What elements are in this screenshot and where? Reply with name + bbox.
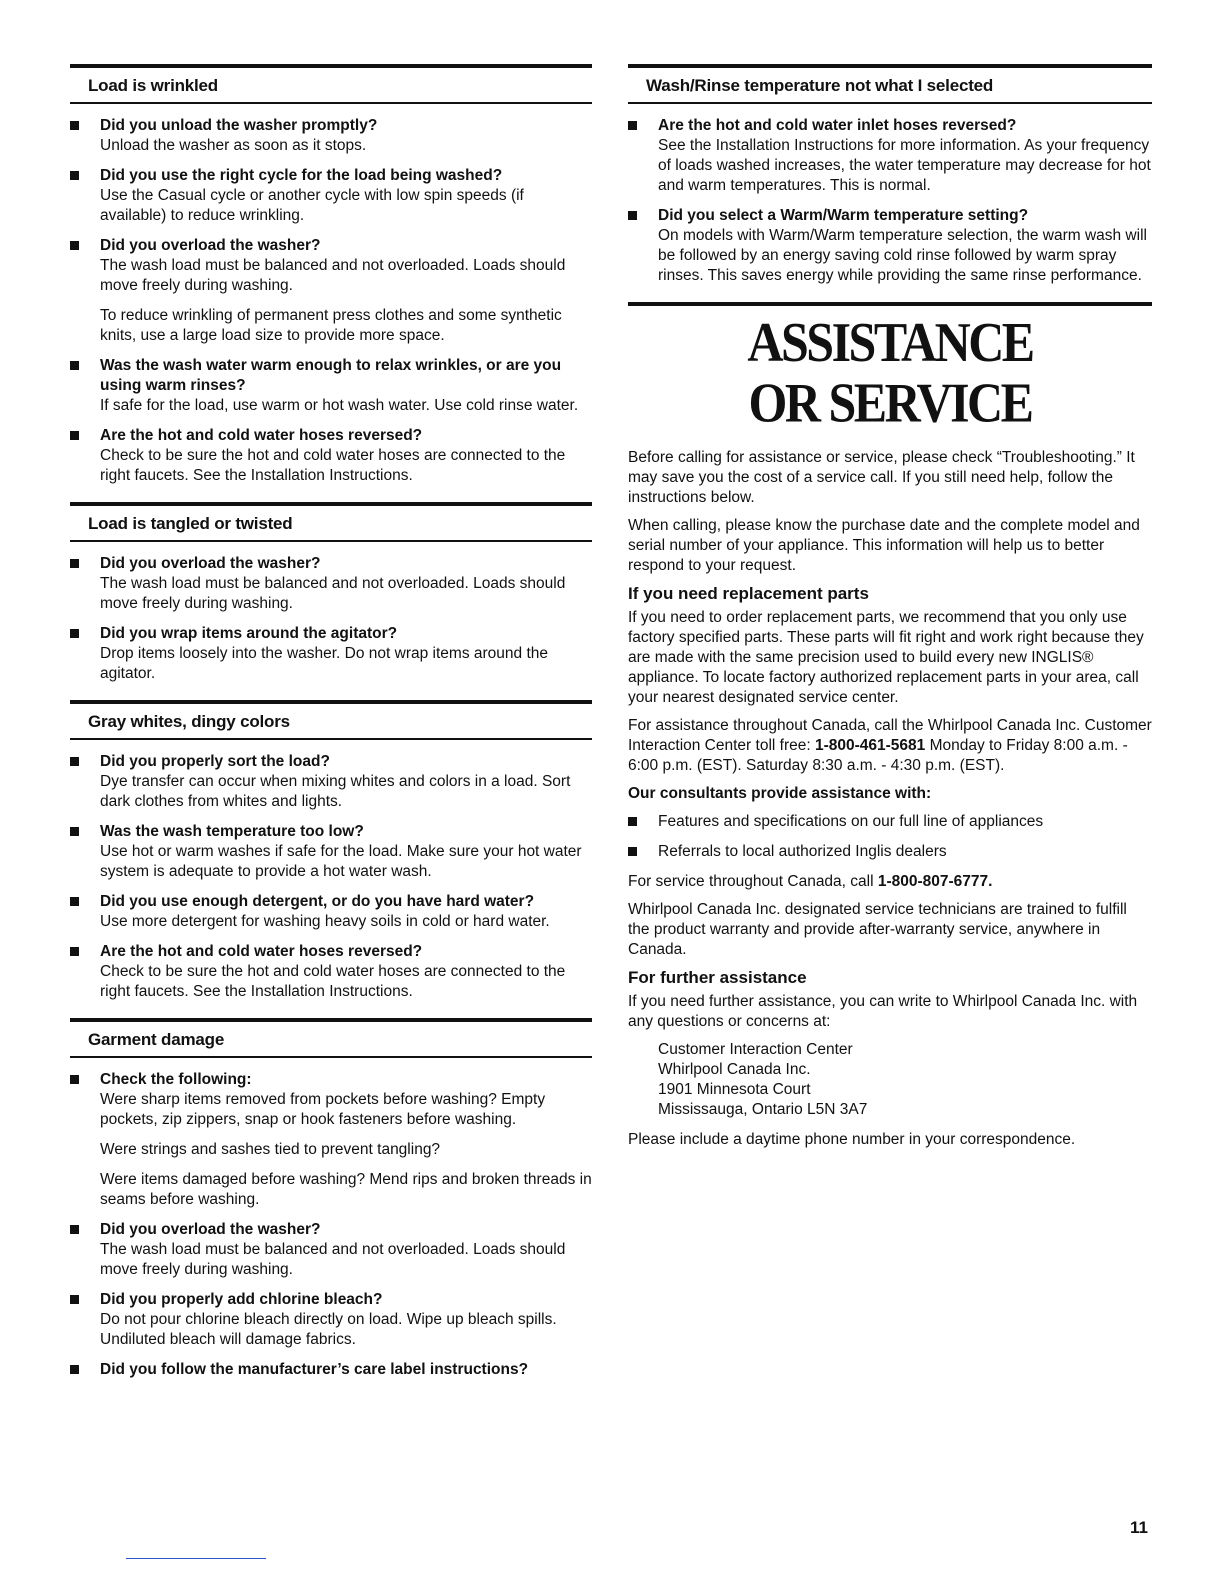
phone-number: 1-800-807-6777. [877, 873, 993, 890]
list-item [628, 206, 1152, 286]
page-title [628, 312, 1152, 433]
title-line: OR SERVICE [748, 370, 1032, 434]
square-bullet-icon [628, 817, 637, 826]
answer-extra: Were strings and sashes tied to prevent tangling? [100, 1141, 441, 1158]
square-bullet-icon [70, 1225, 79, 1234]
section-heading: Garment damage [70, 1018, 592, 1058]
square-bullet-icon [70, 1295, 79, 1304]
answer: The wash load must be balanced and not overloaded. Loads should move freely during washing. [100, 1241, 566, 1278]
text: For assistance throughout Canada, call the Whirlpool Canada Inc. Customer Interaction Center toll free: [628, 717, 1152, 754]
intro-paragraph: When calling, please know the purchase date and the complete model and serial number of your appliance. This information will help us to better respond to your request. [628, 517, 1140, 574]
list-item [628, 812, 1152, 832]
answer: Check to be sure the hot and cold water hoses are connected to the right faucets. See the Installation Instructions. [100, 963, 566, 1000]
address-line: Mississauga, Ontario L5N 3A7 [658, 1101, 868, 1118]
section-heading: Load is tangled or twisted [70, 502, 592, 542]
question: Was the wash temperature too low? [100, 823, 364, 840]
text: Referrals to local authorized Inglis dealers [658, 843, 947, 860]
answer: On models with Warm/Warm temperature selection, the warm wash will be followed by an energy saving cold rinse followed by warm spray rinses. This saves energy while providing the same rinse performance. [658, 227, 1147, 284]
intro-paragraph: Before calling for assistance or service, please check “Troubleshooting.” It may save you the cost of a service call. If you still need help, follow the instructions below. [628, 449, 1135, 506]
address-line: Whirlpool Canada Inc. [658, 1061, 811, 1078]
answer: The wash load must be balanced and not overloaded. Loads should move freely during washing. [100, 575, 566, 612]
question: Did you use enough detergent, or do you have hard water? [100, 893, 535, 910]
right-column [628, 64, 1152, 1158]
square-bullet-icon [628, 121, 637, 130]
text: Monday to Friday 8:00 a.m. - 6:00 p.m. (EST). Saturday 8:30 a.m. - 4:30 p.m. (EST). [628, 737, 1128, 774]
divider [628, 302, 1152, 306]
square-bullet-icon [70, 121, 79, 130]
answer: Drop items loosely into the washer. Do not wrap items around the agitator. [100, 645, 549, 682]
question: Did you use the right cycle for the load being washed? [100, 167, 503, 184]
question: Are the hot and cold water inlet hoses reversed? [658, 117, 1017, 134]
paragraph: Whirlpool Canada Inc. designated service technicians are trained to fulfill the product warranty and provide after-warranty service, anywhere in Canada. [628, 901, 1127, 958]
square-bullet-icon [70, 947, 79, 956]
section-heading: Wash/Rinse temperature not what I selected [628, 64, 1152, 104]
answer: Use hot or warm washes if safe for the load. Make sure your hot water system is adequate to provide a hot water wash. [100, 843, 582, 880]
mailing-address [628, 1040, 1152, 1120]
list-item [628, 116, 1152, 196]
bold-line: Our consultants provide assistance with: [628, 785, 932, 802]
square-bullet-icon [70, 827, 79, 836]
question: Did you overload the washer? [100, 1221, 321, 1238]
answer: Use the Casual cycle or another cycle with low spin speeds (if available) to reduce wrinkling. [100, 187, 524, 224]
answer-extra: To reduce wrinkling of permanent press clothes and some synthetic knits, use a large load size to provide more space. [100, 307, 562, 344]
list-item [70, 356, 592, 416]
square-bullet-icon [70, 1075, 79, 1084]
answer: Unload the washer as soon as it stops. [100, 137, 367, 154]
section-heading: Load is wrinkled [70, 64, 592, 104]
list-item [70, 1070, 592, 1210]
answer: The wash load must be balanced and not overloaded. Loads should move freely during washing. [100, 257, 566, 294]
square-bullet-icon [70, 757, 79, 766]
answer: Do not pour chlorine bleach directly on load. Wipe up bleach spills. Undiluted bleach will damage fabrics. [100, 1311, 557, 1348]
question: Check the following: [100, 1071, 252, 1088]
square-bullet-icon [628, 847, 637, 856]
question: Did you follow the manufacturer’s care label instructions? [100, 1361, 529, 1378]
list-item [70, 116, 592, 156]
list-item [70, 554, 592, 614]
question: Did you overload the washer? [100, 555, 321, 572]
list-item [70, 624, 592, 684]
paragraph [628, 872, 1152, 892]
answer-extra: Were items damaged before washing? Mend rips and broken threads in seams before washing. [100, 1171, 592, 1208]
text: Features and specifications on our full line of appliances [658, 813, 1044, 830]
address-line: 1901 Minnesota Court [658, 1081, 811, 1098]
paragraph: If you need to order replacement parts, we recommend that you only use factory specified parts. These parts will fit right and work right because they are made with the same precision used to build every new INGLIS® appliance. To locate factory authorized replacement parts in your area, call your nearest designated service center. [628, 609, 1144, 706]
section-heading: Gray whites, dingy colors [70, 700, 592, 740]
answer: Were sharp items removed from pockets before washing? Empty pockets, zip zippers, snap or hook fasteners before washing. [100, 1091, 546, 1128]
question: Are the hot and cold water hoses reversed? [100, 427, 423, 444]
square-bullet-icon [70, 241, 79, 250]
list-item [70, 1360, 592, 1380]
question: Was the wash water warm enough to relax wrinkles, or are you using warm rinses? [100, 357, 562, 394]
list-item [70, 822, 592, 882]
question: Did you select a Warm/Warm temperature setting? [658, 207, 1029, 224]
square-bullet-icon [70, 629, 79, 638]
list-item [70, 942, 592, 1002]
list-item [628, 842, 1152, 862]
square-bullet-icon [628, 211, 637, 220]
answer: Check to be sure the hot and cold water hoses are connected to the right faucets. See the Installation Instructions. [100, 447, 566, 484]
list-item [70, 166, 592, 226]
subheading: For further assistance [628, 968, 807, 987]
page-number: 11 [1130, 1518, 1148, 1537]
square-bullet-icon [70, 431, 79, 440]
address-line: Customer Interaction Center [658, 1041, 853, 1058]
question: Did you properly add chlorine bleach? [100, 1291, 383, 1308]
list-item [70, 752, 592, 812]
list-item [70, 236, 592, 346]
question: Did you properly sort the load? [100, 753, 330, 770]
list-item [70, 426, 592, 486]
answer: See the Installation Instructions for more information. As your frequency of loads washed increases, the water temperature may decrease for hot and warm temperatures. This is normal. [658, 137, 1151, 194]
answer: Use more detergent for washing heavy soils in cold or hard water. [100, 913, 550, 930]
question: Are the hot and cold water hoses reversed? [100, 943, 423, 960]
paragraph [628, 716, 1152, 776]
text: For service throughout Canada, call [628, 873, 878, 890]
paragraph: Please include a daytime phone number in your correspondence. [628, 1131, 1076, 1148]
square-bullet-icon [70, 897, 79, 906]
square-bullet-icon [70, 361, 79, 370]
paragraph: If you need further assistance, you can write to Whirlpool Canada Inc. with any questions or concerns at: [628, 993, 1138, 1030]
square-bullet-icon [70, 1365, 79, 1374]
list-item [70, 1290, 592, 1350]
answer: Dye transfer can occur when mixing whites and colors in a load. Sort dark clothes from whites and lights. [100, 773, 571, 810]
phone-number: 1-800-461-5681 [814, 737, 926, 754]
question: Did you wrap items around the agitator? [100, 625, 398, 642]
subheading: If you need replacement parts [628, 584, 869, 603]
left-column [70, 64, 592, 1390]
list-item [70, 892, 592, 932]
question: Did you unload the washer promptly? [100, 117, 378, 134]
square-bullet-icon [70, 171, 79, 180]
question: Did you overload the washer? [100, 237, 321, 254]
list-item [70, 1220, 592, 1280]
footer-line [126, 1558, 266, 1559]
answer: If safe for the load, use warm or hot wash water. Use cold rinse water. [100, 397, 579, 414]
title-line: ASSISTANCE [747, 310, 1033, 374]
square-bullet-icon [70, 559, 79, 568]
